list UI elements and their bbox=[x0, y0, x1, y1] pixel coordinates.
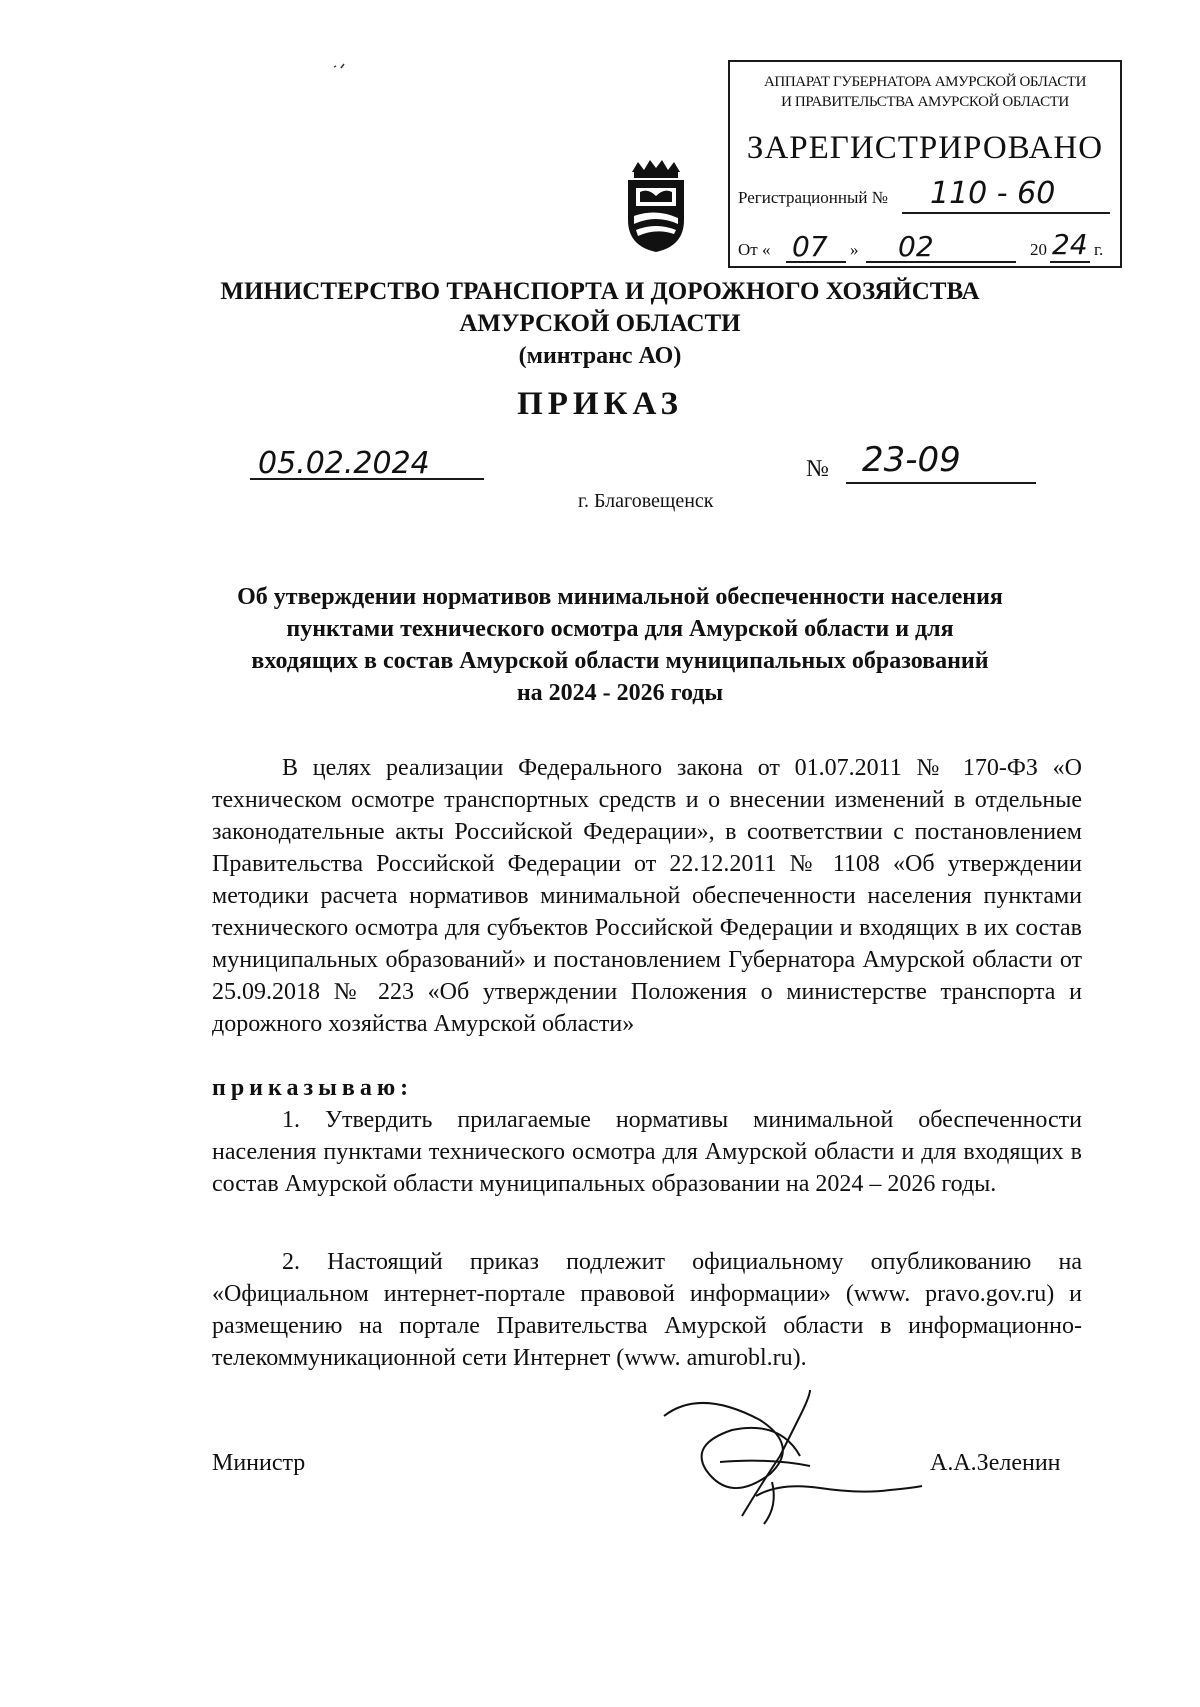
signatory-name: А.А.Зеленин bbox=[930, 1450, 1061, 1476]
stamp-date-month: 02 bbox=[898, 230, 934, 263]
city: г. Благовещенск bbox=[578, 490, 714, 512]
stamp-reg-number: 110 - 60 bbox=[930, 176, 1056, 211]
stamp-date-year-suffix: 24 bbox=[1052, 228, 1088, 261]
ministry-name-line2: АМУРСКОЙ ОБЛАСТИ bbox=[459, 310, 741, 337]
order-number-underline bbox=[846, 482, 1036, 484]
subject-line4: на 2024 - 2026 годы bbox=[516, 680, 724, 706]
stamp-date-quote: » bbox=[850, 240, 859, 259]
registration-stamp bbox=[728, 60, 1122, 268]
scan-mark bbox=[333, 56, 347, 62]
signatory-position: Министр bbox=[212, 1450, 306, 1476]
order-item-1: 1. Утвердить прилагаемые нормативы минимальной обеспеченности населения пунктами технического осмотра для Амурской области и для входящих в состав Амурской области муниципальных образовании на 2024 – 2026 годы. bbox=[212, 1107, 1082, 1197]
stamp-org-line2: И ПРАВИТЕЛЬСТВА АМУРСКОЙ ОБЛАСТИ bbox=[781, 94, 1069, 110]
order-date: 05.02.2024 bbox=[258, 446, 430, 481]
stamp-title: ЗАРЕГИСТРИРОВАНО bbox=[746, 130, 1104, 166]
document-type: ПРИКАЗ bbox=[517, 386, 683, 422]
order-item-2: 2. Настоящий приказ подлежит официальному опубликованию на «Официальном интернет-портале правовой информации» (www. pravo.gov.ru) и размещению на портале Правительства Амурской области в информационно-телекоммуникационной сети Интернет (www. amurobl.ru). bbox=[212, 1249, 1082, 1371]
order-number: 23-09 bbox=[862, 440, 961, 480]
stamp-org-line1: АППАРАТ ГУБЕРНАТОРА АМУРСКОЙ ОБЛАСТИ bbox=[763, 74, 1087, 90]
handwritten-signature bbox=[660, 1386, 930, 1536]
order-number-label: № bbox=[806, 456, 829, 482]
subject-line2: пунктами технического осмотра для Амурской области и для bbox=[286, 616, 954, 642]
preamble-paragraph: В целях реализации Федерального закона от 01.07.2011 № 170-ФЗ «О техническом осмотре транспортных средств и о внесении изменений в отдельные законодательные акты Российской Федерации», в соответствии с постановлением Правительства Российской Федерации от 22.12.2011 № 1108 «Об утверждении методики расчета нормативов минимальной обеспеченности населения пунктами технического осмотра для субъектов Российской Федерации и входящих в их состав муниципальных образований» и постановлением Губернатора Амурской области от 25.09.2018 № 223 «Об утверждении Положения о министерстве транспорта и дорожного хозяйства Амурской области» bbox=[212, 755, 1082, 1037]
subject-line3: входящих в состав Амурской области муниципальных образований bbox=[251, 648, 989, 674]
coat-of-arms-icon bbox=[622, 158, 690, 254]
order-date-underline bbox=[250, 478, 484, 480]
stamp-reg-label: Регистрационный № bbox=[738, 188, 888, 207]
ministry-short-name: (минтранс АО) bbox=[518, 343, 682, 369]
stamp-date-year-prefix: 20 bbox=[1030, 240, 1047, 259]
stamp-date-year-unit: г. bbox=[1094, 240, 1104, 259]
stamp-date-day: 07 bbox=[792, 230, 828, 263]
order-word: приказываю: bbox=[212, 1075, 414, 1101]
stamp-date-prefix: От « bbox=[738, 240, 771, 259]
ministry-name-line1: МИНИСТЕРСТВО ТРАНСПОРТА И ДОРОЖНОГО ХОЗЯЙСТВА bbox=[220, 278, 980, 305]
subject-line1: Об утверждении нормативов минимальной обеспеченности населения bbox=[237, 584, 1003, 610]
